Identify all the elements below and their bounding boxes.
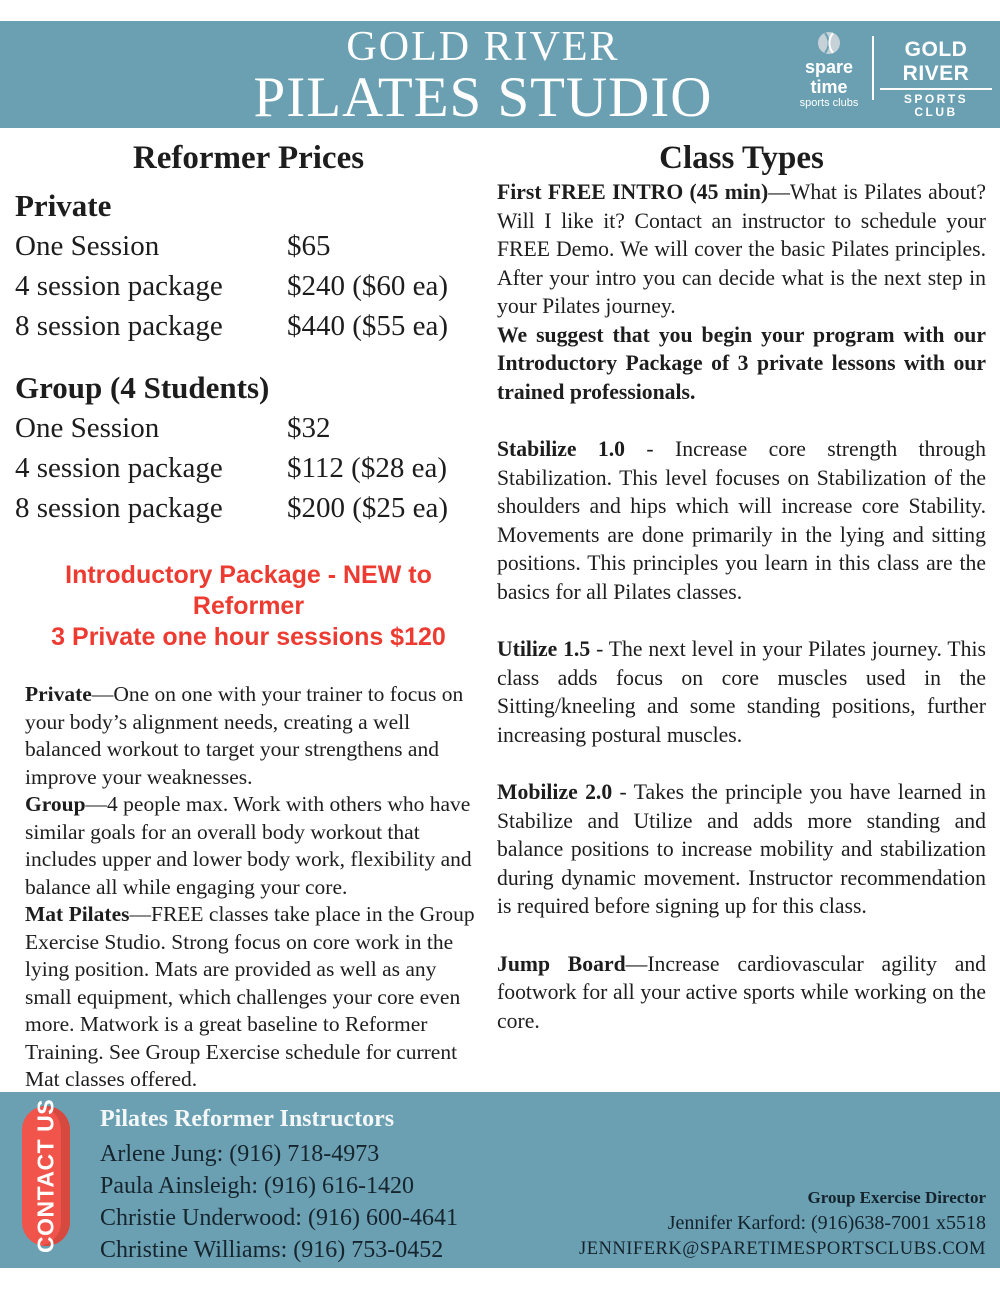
first-free-intro-lead: First FREE INTRO (45 min)	[497, 180, 769, 204]
director-block	[579, 1186, 986, 1262]
jump-board-text: —Increase cardiovascular agility and footwork for all your active sports while working on the core.	[497, 951, 987, 1033]
instructor-contact: Arlene Jung: (916) 718-4973	[100, 1141, 380, 1167]
director-name-phone: Jennifer Karford: (916)638-7001 x5518	[667, 1212, 986, 1234]
we-suggest-text: We suggest that you begin your program with our Introductory Package of 3 private lessons with our trained professionals.	[497, 322, 986, 404]
price-row	[15, 408, 482, 448]
contact-us-pill	[22, 1098, 70, 1254]
mobilize-section	[497, 778, 986, 921]
title-line-gold-river: GOLD RIVER	[346, 24, 620, 70]
mat-pilates-description	[25, 901, 480, 1094]
we-suggest-section	[497, 321, 986, 407]
club-logo-name: GOLD RIVER	[902, 38, 970, 85]
private-prices-title: Private	[15, 188, 112, 223]
contact-us-label: CONTACT US	[32, 1098, 59, 1254]
group-description-text: —4 people max. Work with others who have similar goals for an overall body workout that includes upper and lower body work, flexibility and balance all while engaging your core.	[25, 792, 472, 899]
jump-board-section	[497, 950, 986, 1036]
header-band	[0, 21, 1000, 128]
private-description-lead: Private	[25, 682, 92, 706]
jump-board-lead: Jump Board	[497, 951, 626, 976]
price-row	[15, 488, 482, 528]
utilize-section	[497, 635, 986, 749]
intro-offer-line1: Introductory Package - NEW to Reformer	[65, 561, 432, 620]
instructor-contact: Christine Williams: (916) 753-0452	[100, 1237, 444, 1263]
gold-river-club-logo	[880, 38, 992, 119]
stabilize-section	[497, 435, 986, 606]
price-row	[15, 306, 482, 346]
director-title: Group Exercise Director	[807, 1188, 986, 1207]
price-label: 4 session package	[15, 452, 223, 484]
title-line-pilates-studio: PILATES STUDIO	[253, 66, 713, 129]
price-value: $200 ($25 ea)	[287, 492, 449, 524]
price-row	[15, 448, 482, 488]
private-description	[25, 681, 480, 791]
group-prices-title: Group (4 Students)	[15, 370, 270, 405]
price-value: $65	[287, 230, 331, 262]
session-descriptions	[15, 681, 482, 1094]
mobilize-lead: Mobilize 2.0	[497, 780, 613, 804]
mat-pilates-description-text: —FREE classes take place in the Group Exercise Studio. Strong focus on core work in the lying position. Mats are provided as well as any small equipment, which challenges your core even more. Matwork is a great baseline to Reformer Training. See Group Exercise schedule for current Mat classes offered.	[25, 902, 475, 1091]
club-logo-subtitle: SPORTS CLUB	[903, 92, 969, 119]
price-label: One Session	[15, 230, 160, 262]
price-value: $240 ($60 ea)	[287, 270, 449, 302]
price-row	[15, 266, 482, 306]
private-description-text: —One on one with your trainer to focus on your body’s alignment needs, creating a well balanced workout to target your strengthens and improve your weaknesses.	[25, 682, 464, 789]
utilize-lead: Utilize 1.5	[497, 637, 591, 661]
director-email: JENNIFERK@SPARETIMESPORTSCLUBS.COM	[579, 1239, 986, 1259]
price-label: One Session	[15, 412, 160, 444]
spare-time-tagline: sports clubs	[799, 97, 859, 109]
first-free-intro-text: —What is Pilates about? Will I like it? Contact an instructor to schedule your FREE Demo. We will cover the basic Pilates principles. After your intro you can decide what is the next step in your Pilates journey.	[497, 180, 986, 318]
introductory-package-offer	[15, 560, 482, 653]
first-free-intro-section	[497, 178, 986, 321]
instructor-contact: Christie Underwood: (916) 600-4641	[100, 1205, 458, 1231]
group-description	[25, 791, 480, 901]
logo-divider	[872, 36, 874, 100]
class-types-column	[497, 138, 986, 1035]
utilize-text: - The next level in your Pilates journey. This class adds focus on core muscles used in the Sitting/kneeling and some standing positions, further increasing postural muscles.	[497, 637, 986, 747]
stabilize-lead: Stabilize 1.0	[497, 437, 626, 461]
price-value: $112 ($28 ea)	[287, 452, 447, 484]
mobilize-text: - Takes the principle you have learned in Stabilize and Utilize and adds more standing and balance positions to increase mobility and stabilization during dynamic movement. Instructor recommendation is required before signing up for this class.	[497, 780, 986, 918]
instructors-block	[100, 1104, 458, 1266]
mat-pilates-description-lead: Mat Pilates	[25, 902, 130, 926]
class-types-heading: Class Types	[659, 140, 824, 176]
reformer-prices-heading: Reformer Prices	[132, 140, 365, 176]
price-label: 8 session package	[15, 310, 223, 342]
spare-time-wordmark: spare time	[804, 57, 854, 97]
contact-footer	[0, 1092, 1000, 1268]
stabilize-text: - Increase core strength through Stabilization. This level focuses on Stabilization of the shoulders and hips which will increase core Stability. Movements are done primarily in the lying and sitting positions. This principles you learn in this class are the basics for all Pilates classes.	[497, 437, 986, 604]
price-label: 4 session package	[15, 270, 223, 302]
intro-offer-line2: 3 Private one hour sessions $120	[51, 623, 446, 651]
price-value: $32	[287, 412, 331, 444]
price-label: 8 session package	[15, 492, 223, 524]
instructors-title: Pilates Reformer Instructors	[100, 1106, 395, 1132]
spare-time-ball-icon	[816, 30, 842, 56]
club-logo-rule	[880, 88, 992, 90]
reformer-prices-column	[15, 138, 482, 1094]
price-value: $440 ($55 ea)	[287, 310, 449, 342]
spare-time-logo	[790, 30, 868, 110]
instructor-contact: Paula Ainsleigh: (916) 616-1420	[100, 1173, 414, 1199]
price-row	[15, 226, 482, 266]
group-description-lead: Group	[25, 792, 86, 816]
